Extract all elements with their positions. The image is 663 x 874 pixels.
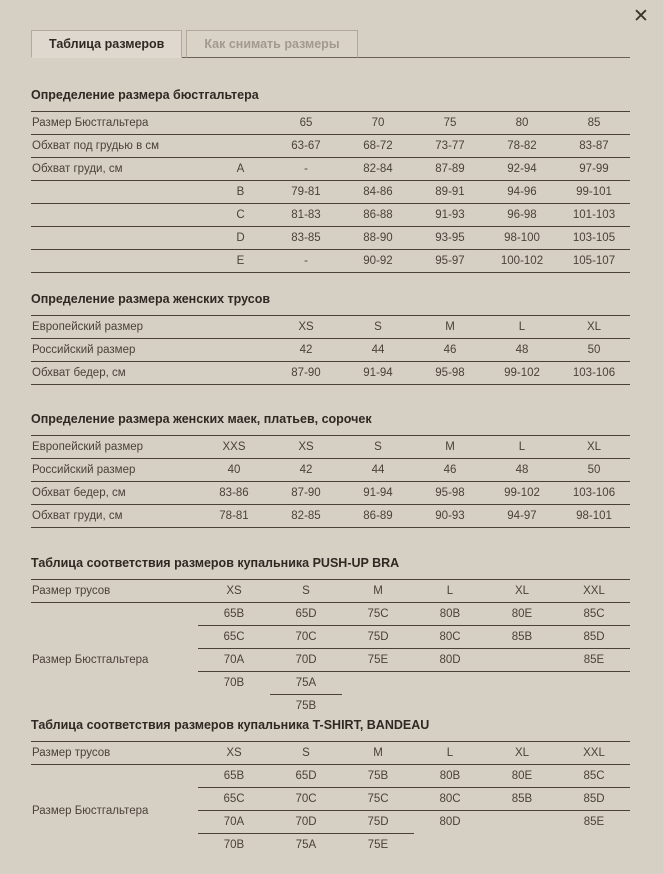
tab-size-chart[interactable]: Таблица размеров: [31, 30, 182, 58]
cell: 70C: [270, 626, 342, 649]
cell: 80C: [414, 788, 486, 811]
cell: XL: [486, 742, 558, 765]
row-label: [31, 204, 211, 227]
cell: 42: [270, 459, 342, 482]
cell: 97-99: [558, 158, 630, 181]
cell: XS: [198, 742, 270, 765]
table-row: [31, 742, 630, 765]
cell: 80: [486, 112, 558, 135]
cell: -: [270, 250, 342, 273]
row-label: Обхват бедер, см: [31, 362, 270, 385]
table-row: [31, 181, 630, 204]
row-label: [31, 227, 211, 250]
section-panties: [31, 292, 630, 385]
cell: 44: [342, 459, 414, 482]
table-row: [31, 250, 630, 273]
cell: 75E: [342, 649, 414, 672]
cell: 65B: [223, 608, 245, 620]
cell: 65B: [223, 770, 245, 782]
cell: 96-98: [486, 204, 558, 227]
row-label: Обхват бедер, см: [31, 482, 198, 505]
cell: 70A: [198, 649, 270, 672]
table-row: [31, 436, 630, 459]
cell: 75D: [342, 811, 414, 834]
cell: 82-85: [270, 505, 342, 528]
cell: 63-67: [270, 135, 342, 158]
cell: 42: [270, 339, 342, 362]
cell: 85D: [558, 788, 630, 811]
cell: [414, 695, 486, 718]
cell: 100-102: [486, 250, 558, 273]
table-row: [31, 227, 630, 250]
cell: 85C: [583, 770, 605, 782]
cell: 87-90: [270, 482, 342, 505]
cell: 88-90: [342, 227, 414, 250]
cell: 103-106: [558, 362, 630, 385]
table-row: [31, 482, 630, 505]
section-pushup: [31, 556, 630, 718]
cell: 70C: [270, 788, 342, 811]
cell: 70B: [198, 672, 270, 695]
cell: 86-88: [342, 204, 414, 227]
cell: [558, 672, 630, 695]
cell: 98-100: [486, 227, 558, 250]
cell: 70A: [198, 811, 270, 834]
cell: M: [342, 580, 414, 603]
cell: M: [414, 316, 486, 339]
cell: 95-97: [414, 250, 486, 273]
section-bra: [31, 88, 630, 273]
cell: M: [414, 436, 486, 459]
cell: 81-83: [270, 204, 342, 227]
section-title-tshirt: Таблица соответствия размеров купальника T-SHIRT, BANDEAU: [31, 718, 430, 732]
cell: 73-77: [414, 135, 486, 158]
close-icon[interactable]: ✕: [633, 4, 649, 27]
row-label: [31, 181, 211, 204]
table-bra: [31, 111, 630, 273]
cell: 75: [414, 112, 486, 135]
table-row: [31, 362, 630, 385]
cell: 94-97: [486, 505, 558, 528]
cell: 83-85: [270, 227, 342, 250]
cell: 80D: [414, 649, 486, 672]
cell: 48: [486, 339, 558, 362]
cell: 48: [486, 459, 558, 482]
cell: 99-102: [486, 362, 558, 385]
cell: S: [342, 436, 414, 459]
cell: 65C: [198, 626, 270, 649]
cell: 80D: [414, 811, 486, 834]
cell: -: [270, 158, 342, 181]
cell: [486, 811, 558, 834]
cell: 85: [558, 112, 630, 135]
cell: 80C: [414, 626, 486, 649]
cell: 50: [558, 459, 630, 482]
cell: 94-96: [486, 181, 558, 204]
cell: [414, 672, 486, 695]
cell: 75A: [270, 672, 342, 695]
cell: 95-98: [414, 482, 486, 505]
cell: 85E: [558, 811, 630, 834]
cup-cell: C: [211, 204, 270, 227]
table-row: [31, 603, 630, 626]
row-label: Размер трусов: [31, 742, 198, 765]
cell: 78-81: [198, 505, 270, 528]
section-title-panties: Определение размера женских трусов: [31, 292, 271, 306]
cell: 75B: [367, 770, 389, 782]
row-label: Размер трусов: [31, 580, 198, 603]
cell: [342, 695, 414, 718]
cell: 85B: [486, 788, 558, 811]
cell: 75C: [367, 608, 389, 620]
cell: 86-89: [342, 505, 414, 528]
cell: 84-86: [342, 181, 414, 204]
table-tshirt: [31, 741, 630, 857]
cell: 87-89: [414, 158, 486, 181]
cell: [486, 695, 558, 718]
cell: 91-94: [342, 362, 414, 385]
cell: [558, 695, 630, 718]
cell: S: [270, 742, 342, 765]
cup-cell: [211, 135, 270, 158]
cell: 78-82: [486, 135, 558, 158]
cell: 91-94: [342, 482, 414, 505]
cell: 95-98: [414, 362, 486, 385]
section-title-pushup: Таблица соответствия размеров купальника PUSH-UP BRA: [31, 556, 400, 570]
cell: XL: [558, 436, 630, 459]
cell: 85E: [558, 649, 630, 672]
row-label: Размер Бюстгальтера: [32, 654, 149, 667]
section-title-bra: Определение размера бюстгальтера: [31, 88, 259, 102]
section-tshirt: [31, 718, 630, 857]
table-row: [31, 316, 630, 339]
cell: 80B: [439, 770, 461, 782]
row-label: Российский размер: [31, 339, 270, 362]
row-label: [31, 250, 211, 273]
cell: 80E: [511, 608, 533, 620]
cell: 70: [342, 112, 414, 135]
cell: S: [270, 580, 342, 603]
cell: [342, 672, 414, 695]
cell: 98-101: [558, 505, 630, 528]
table-row: [31, 765, 630, 788]
cell: 65C: [198, 788, 270, 811]
cell: 75C: [342, 788, 414, 811]
cell: 75A: [270, 834, 342, 857]
cell: 103-106: [558, 482, 630, 505]
cell: 99-102: [486, 482, 558, 505]
cell: 44: [342, 339, 414, 362]
cell: 46: [414, 459, 486, 482]
cell: 65D: [295, 770, 317, 782]
cell: 75D: [342, 626, 414, 649]
cell: XL: [486, 580, 558, 603]
cell: [486, 649, 558, 672]
cell: XS: [270, 436, 342, 459]
section-title-tops: Определение размера женских маек, платьев, сорочек: [31, 412, 372, 426]
cell: 75E: [342, 834, 414, 857]
table-pushup: [31, 579, 630, 718]
cell: 46: [414, 339, 486, 362]
cell: XS: [198, 580, 270, 603]
cell: 90-93: [414, 505, 486, 528]
table-row: [31, 204, 630, 227]
cell: 85C: [583, 608, 605, 620]
cell: L: [414, 580, 486, 603]
cell: XS: [270, 316, 342, 339]
cell: 70D: [270, 649, 342, 672]
cell: [558, 834, 630, 857]
cell: [198, 695, 270, 718]
cell: 75B: [270, 695, 342, 718]
cell: 40: [198, 459, 270, 482]
row-label: Обхват груди, см: [31, 158, 211, 181]
cell: L: [414, 742, 486, 765]
cell: XL: [558, 316, 630, 339]
row-label: Российский размер: [31, 459, 198, 482]
cell: S: [342, 316, 414, 339]
cell: 92-94: [486, 158, 558, 181]
tab-how-to-measure[interactable]: Как снимать размеры: [186, 30, 357, 58]
table-panties: [31, 315, 630, 385]
cell: 65D: [295, 608, 317, 620]
tab-bar: [31, 29, 630, 58]
cell: 85B: [486, 626, 558, 649]
cell: [414, 834, 486, 857]
table-row: [31, 580, 630, 603]
cell: 105-107: [558, 250, 630, 273]
cell: XXS: [198, 436, 270, 459]
cell: 50: [558, 339, 630, 362]
cell: 70B: [198, 834, 270, 857]
cell: M: [342, 742, 414, 765]
cell: 93-95: [414, 227, 486, 250]
row-label: Европейский размер: [31, 436, 198, 459]
table-row: [31, 459, 630, 482]
table-row: [31, 505, 630, 528]
cell: 68-72: [342, 135, 414, 158]
cell: 80B: [439, 608, 461, 620]
row-label: Размер Бюстгальтера: [31, 112, 211, 135]
cell: 83-87: [558, 135, 630, 158]
cell: 65: [270, 112, 342, 135]
cup-cell: B: [211, 181, 270, 204]
cell: XXL: [558, 742, 630, 765]
cell: 79-81: [270, 181, 342, 204]
row-label: Европейский размер: [31, 316, 270, 339]
table-row: [31, 135, 630, 158]
row-label: Размер Бюстгальтера: [32, 804, 149, 817]
table-tops: [31, 435, 630, 528]
cell: 83-86: [198, 482, 270, 505]
row-label: Обхват груди, см: [31, 505, 198, 528]
cell: 70D: [270, 811, 342, 834]
table-row: [31, 112, 630, 135]
cell: [486, 672, 558, 695]
cell: L: [486, 316, 558, 339]
table-row: [31, 339, 630, 362]
cup-cell: A: [211, 158, 270, 181]
cell: 89-91: [414, 181, 486, 204]
cell: XXL: [558, 580, 630, 603]
cup-cell: [211, 112, 270, 135]
cup-cell: E: [211, 250, 270, 273]
cell: 82-84: [342, 158, 414, 181]
row-label: Обхват под грудью в см: [31, 135, 211, 158]
cell: [486, 834, 558, 857]
cup-cell: D: [211, 227, 270, 250]
cell: L: [486, 436, 558, 459]
cell: 80E: [511, 770, 533, 782]
cell: 101-103: [558, 204, 630, 227]
table-row: [31, 158, 630, 181]
cell: 103-105: [558, 227, 630, 250]
cell: 85D: [558, 626, 630, 649]
cell: 90-92: [342, 250, 414, 273]
cell: 91-93: [414, 204, 486, 227]
cell: 99-101: [558, 181, 630, 204]
section-tops: [31, 412, 630, 528]
cell: 87-90: [270, 362, 342, 385]
